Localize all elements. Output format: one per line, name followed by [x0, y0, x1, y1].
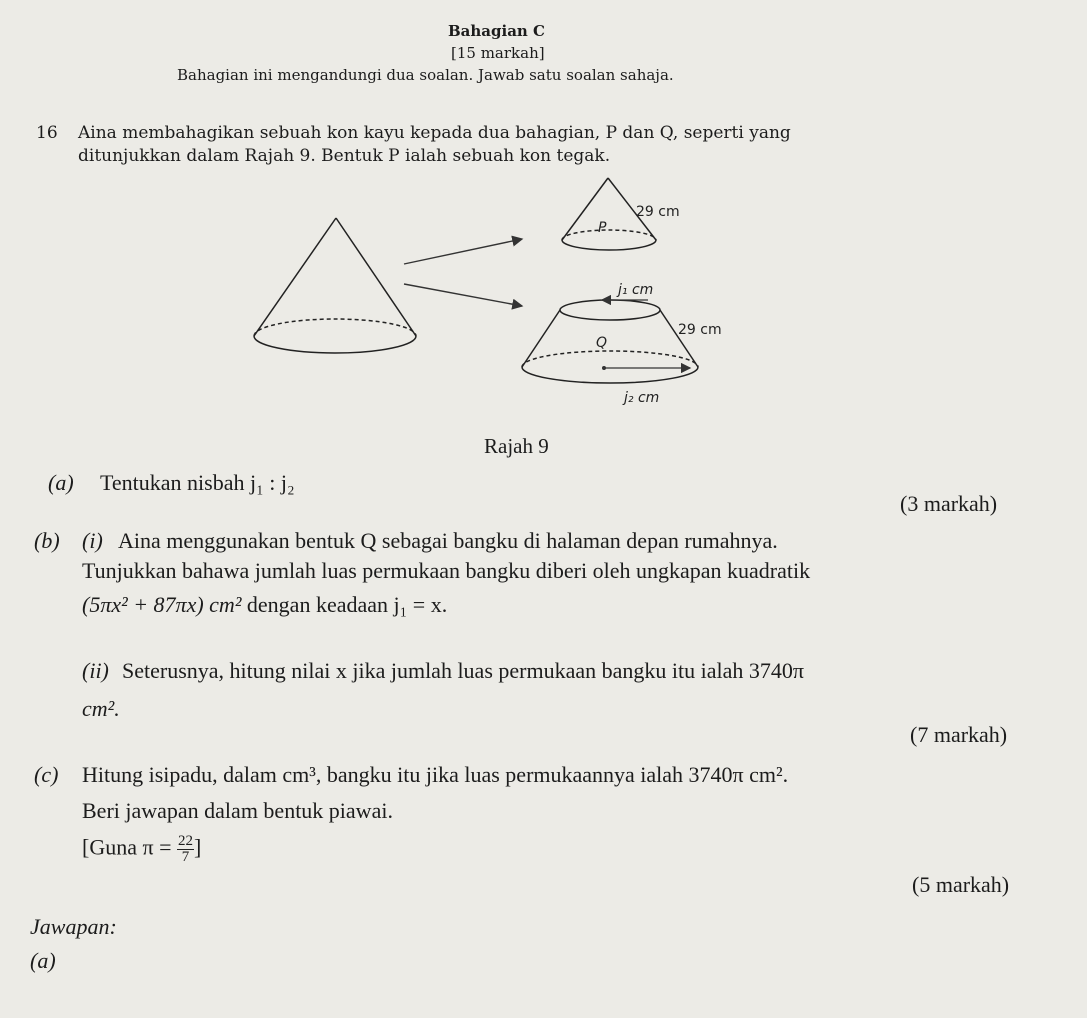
- pi-hint-suffix: ]: [194, 834, 202, 860]
- question-line-2: ditunjukkan dalam Rajah 9. Bentuk P ialah sebuah kon tegak.: [78, 146, 611, 166]
- part-b-condition: dengan keadaan j₁ = x.: [246, 592, 448, 617]
- pi-numerator: 22: [178, 833, 193, 849]
- frustum-q-shape: [522, 300, 698, 383]
- section-instruction: Bahagian ini mengandungi dua soalan. Jawab satu soalan sahaja.: [177, 66, 674, 84]
- part-b-ii-label: (ii): [82, 658, 109, 683]
- figure-rajah-9: [0, 0, 1087, 470]
- part-c-label: (c): [34, 762, 59, 787]
- part-b-marks: (7 markah): [910, 722, 1008, 747]
- section-marks: [15 markah]: [451, 44, 545, 62]
- answer-label: Jawapan:: [30, 914, 117, 939]
- pi-fraction: [177, 834, 194, 865]
- part-c-pi-hint: [82, 834, 201, 865]
- answer-part-a: (a): [30, 948, 56, 973]
- pi-hint-prefix: [Guna π =: [82, 834, 172, 860]
- bottom-center-dot: [602, 366, 606, 370]
- part-b-expression: (5πx² + 87πx) cm²: [82, 592, 242, 617]
- slant-p-label: 29 cm: [636, 204, 680, 220]
- part-a-marks: (3 markah): [900, 491, 998, 516]
- label-q: Q: [596, 335, 608, 351]
- top-width-label: j₁ cm: [618, 282, 654, 298]
- part-b-i-label: (i): [82, 528, 103, 553]
- part-b-label: (b): [34, 528, 60, 553]
- bottom-width-label: j₂ cm: [624, 390, 660, 406]
- part-b-line-1: Aina menggunakan bentuk Q sebagai bangku di halaman depan rumahnya.: [118, 528, 778, 553]
- part-c-line-1: Hitung isipadu, dalam cm³, bangku itu jika luas permukaannya ialah 3740π cm².: [82, 762, 789, 787]
- part-b-line-2: Tunjukkan bahawa jumlah luas permukaan bangku diberi oleh ungkapan kuadratik: [82, 558, 811, 583]
- label-p: P: [598, 220, 607, 236]
- arrow-to-p: [404, 239, 522, 264]
- question-number: 16: [36, 123, 58, 143]
- part-a-text: Tentukan nisbah j₁ : j₂: [100, 470, 295, 495]
- section-title: Bahagian C: [448, 22, 545, 40]
- part-b-line-3: Seterusnya, hitung nilai x jika jumlah luas permukaan bangku itu ialah 3740π: [122, 658, 804, 683]
- part-a-label: (a): [48, 470, 74, 495]
- pi-denominator: 7: [181, 849, 190, 865]
- slant-q-label: 29 cm: [678, 322, 722, 338]
- part-b-expression-line: [82, 592, 447, 618]
- full-cone-shape: [254, 218, 416, 353]
- figure-caption: Rajah 9: [484, 434, 549, 458]
- question-line-1: Aina membahagikan sebuah kon kayu kepada dua bahagian, P dan Q, seperti yang: [78, 123, 791, 143]
- part-c-line-2: Beri jawapan dalam bentuk piawai.: [82, 798, 393, 823]
- arrow-to-q: [404, 284, 522, 306]
- part-c-marks: (5 markah): [912, 872, 1010, 897]
- part-b-line-4: cm².: [82, 696, 120, 721]
